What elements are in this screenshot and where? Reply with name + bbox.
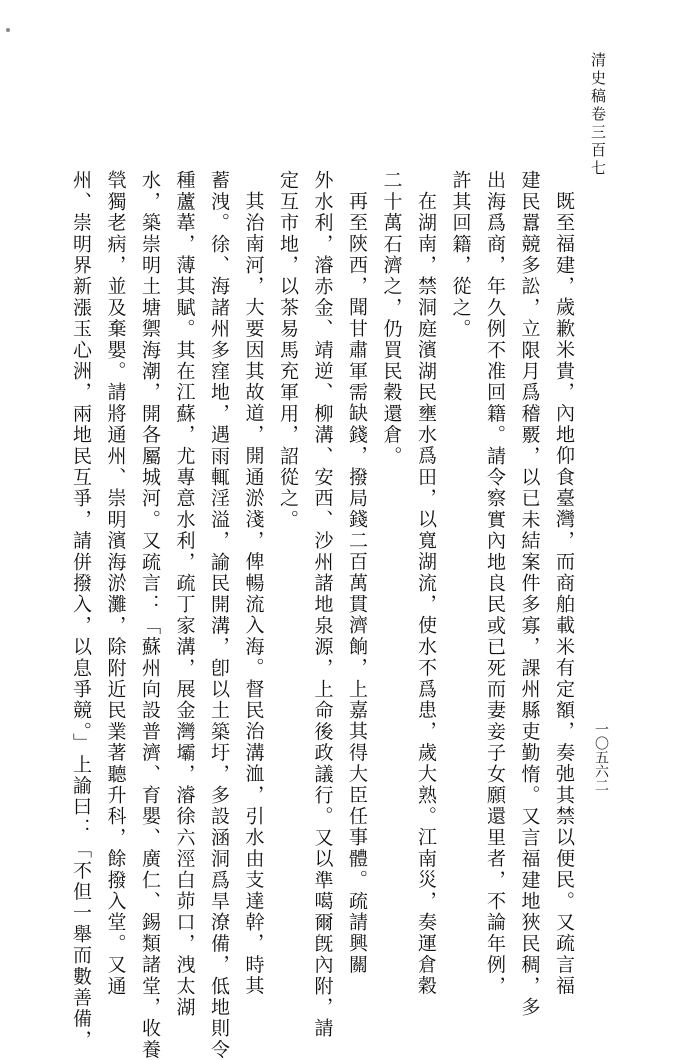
text-column: 在湖南，禁洞庭濱湖民壅水爲田，以寬湖流，使水不爲患，歲大熟。江南災，奏運倉穀 <box>415 191 437 997</box>
text-column: 煢獨老病，並及棄嬰。請將通州、崇明濱海淤灘，除附近民業著聽升科，餘撥入堂。又通 <box>104 170 127 997</box>
running-header-title: 清史稿卷三百七 <box>589 52 607 178</box>
text-column: 種蘆葦，薄其賦。其在江蘇，尤專意水利，疏丁家溝，展金灣壩，濬徐六涇白茆口，洩太湖 <box>173 170 196 1018</box>
text-column: 州、崇明界新漲玉心洲，兩地民互爭，請併撥入，以息爭競。」上諭曰：「不但一舉而數善備， <box>70 170 92 1051</box>
text-column: 再至陝西，聞甘肅軍需缺錢，撥局錢二百萬貫濟餉，上嘉其得大臣任事體。疏請興關 <box>346 191 368 976</box>
text-column: 二十萬石濟之，仍買民穀還倉。 <box>380 170 403 467</box>
text-column: 建民囂競多訟，立限月爲稽覈，以已未結案件多寡，課州縣吏勤惰。又言福建地狹民稠，多 <box>518 170 541 1018</box>
text-column: 蓄洩。徐、海諸州多窪地，遇雨輒淫溢，諭民開溝，卽以土築圩，多設涵洞爲旱潦備，低地則令 <box>208 170 230 1060</box>
text-column: 其治南河，大要因其故道，開通淤淺，俾暢流入海。督民治溝洫，引水由支達幹，時其 <box>242 191 265 997</box>
text-column: 出海爲商，年久例不准回籍。請令察實內地良民或已死而妻妾子女願還里者，不論年例， <box>484 170 506 997</box>
page-number: 一〇五六二 <box>593 722 609 792</box>
page-corner-mark <box>6 28 10 32</box>
text-column: 水，築崇明土塘禦海潮，開各屬城河。又疏言：「蘇州向設普濟、育嬰、廣仁、錫類諸堂，收養 <box>139 170 161 1060</box>
text-column: 定互市地，以茶易馬充軍用，詔從之。 <box>277 170 299 531</box>
text-column: 既至福建，歲歉米貴，內地仰食臺灣，而商舶載米有定額，奏弛其禁以便民。又疏言福 <box>553 191 575 997</box>
text-column: 外水利，濬赤金、靖逆、柳溝、安西、沙州諸地泉源，上命後政議行。又以準噶爾旣內附，請 <box>311 170 334 1040</box>
body-text <box>68 170 578 1060</box>
text-column: 許其回籍，從之。 <box>449 170 472 340</box>
